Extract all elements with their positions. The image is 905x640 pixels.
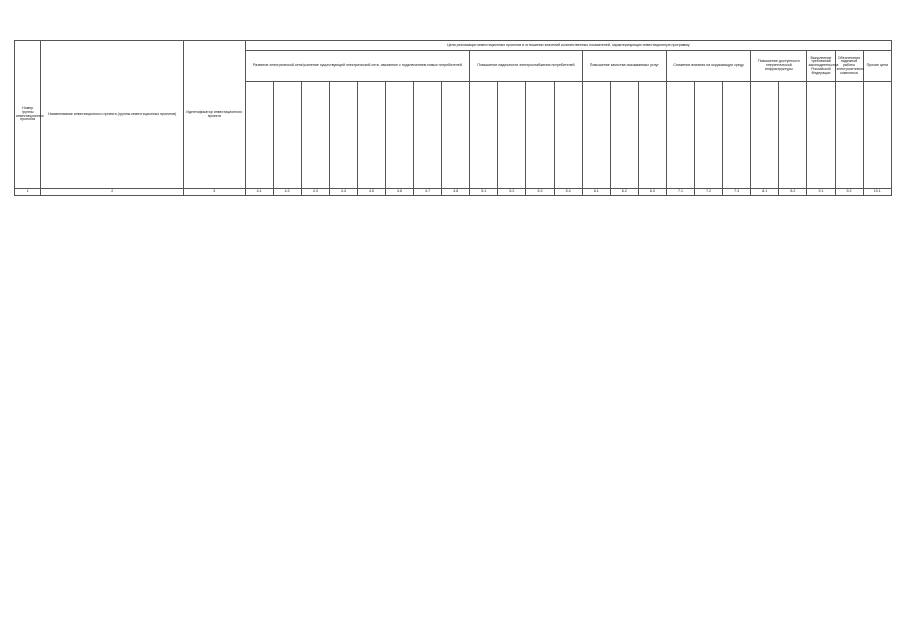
sub-header-20 <box>779 82 807 189</box>
investment-program-sheet <box>14 40 892 196</box>
column-code: 4.5 <box>357 189 385 196</box>
sub-header-12 <box>554 82 582 189</box>
column-code: 10.1 <box>863 189 891 196</box>
table-header <box>15 41 892 196</box>
column-code-row <box>15 189 892 196</box>
header-group-3: Повышение качества оказываемых услуг <box>582 51 666 82</box>
column-code: 9.1 <box>807 189 835 196</box>
column-code: 5.2 <box>498 189 526 196</box>
sub-header-18 <box>723 82 751 189</box>
column-code: 5.4 <box>554 189 582 196</box>
column-code: 5.1 <box>470 189 498 196</box>
column-code: 2 <box>41 189 184 196</box>
header-project-name: Наименование инвестиционного проекта (группы инвестиционных проектов) <box>41 41 184 189</box>
column-code: 4.8 <box>442 189 470 196</box>
sub-header-17 <box>695 82 723 189</box>
header-group-7: Обеспечение надежной работы электросетевого комплекса <box>835 51 863 82</box>
sub-header-14 <box>610 82 638 189</box>
column-code: 6.1 <box>582 189 610 196</box>
sub-header-2 <box>273 82 301 189</box>
sub-header-1 <box>245 82 273 189</box>
header-group-5: Повышение доступности энергетической инфраструктуры <box>751 51 807 82</box>
column-code: 7.2 <box>695 189 723 196</box>
sub-header-4 <box>329 82 357 189</box>
sub-header-10 <box>498 82 526 189</box>
column-code: 6.3 <box>638 189 666 196</box>
column-code: 5.3 <box>526 189 554 196</box>
sub-header-11 <box>526 82 554 189</box>
sub-header-7 <box>414 82 442 189</box>
sub-header-23 <box>863 82 891 189</box>
sub-header-3 <box>301 82 329 189</box>
column-code: 4.2 <box>273 189 301 196</box>
header-group-4: Снижение влияния на окружающую среду <box>666 51 750 82</box>
column-code: 4.7 <box>414 189 442 196</box>
header-group-1: Развитие электрической сети/усиление существующей электрической сети, связанное с подключением новых потребителей <box>245 51 470 82</box>
column-code: 3 <box>184 189 245 196</box>
sub-header-16 <box>666 82 694 189</box>
column-code: 7.1 <box>666 189 694 196</box>
column-code: 4.4 <box>329 189 357 196</box>
column-code: 4.1 <box>245 189 273 196</box>
sub-header-8 <box>442 82 470 189</box>
sub-header-21 <box>807 82 835 189</box>
column-code: 7.3 <box>723 189 751 196</box>
header-group-8: Прочие цели <box>863 51 891 82</box>
sub-header-22 <box>835 82 863 189</box>
column-code: 1 <box>15 189 41 196</box>
header-project-id: Идентификатор инвестиционного проекта <box>184 41 245 189</box>
sub-header-9 <box>470 82 498 189</box>
sub-header-19 <box>751 82 779 189</box>
header-top-group: Цели реализации инвестиционных проектов в отношении значений количественных показателей, характеризующих инвестиционную программу <box>245 41 891 51</box>
column-code: 8.1 <box>751 189 779 196</box>
column-code: 6.2 <box>610 189 638 196</box>
column-code: 8.2 <box>779 189 807 196</box>
column-code: 4.3 <box>301 189 329 196</box>
header-group-6: Выполнение требований законодательства Российской Федерации <box>807 51 835 82</box>
column-code: 9.2 <box>835 189 863 196</box>
header-index: Номер группы инвестиционных проектов <box>15 41 41 189</box>
sub-header-5 <box>357 82 385 189</box>
sub-header-13 <box>582 82 610 189</box>
investment-projects-table <box>14 40 892 196</box>
sub-header-15 <box>638 82 666 189</box>
header-group-2: Повышение надежности электроснабжения потребителей <box>470 51 582 82</box>
column-code: 4.6 <box>386 189 414 196</box>
sub-header-6 <box>386 82 414 189</box>
